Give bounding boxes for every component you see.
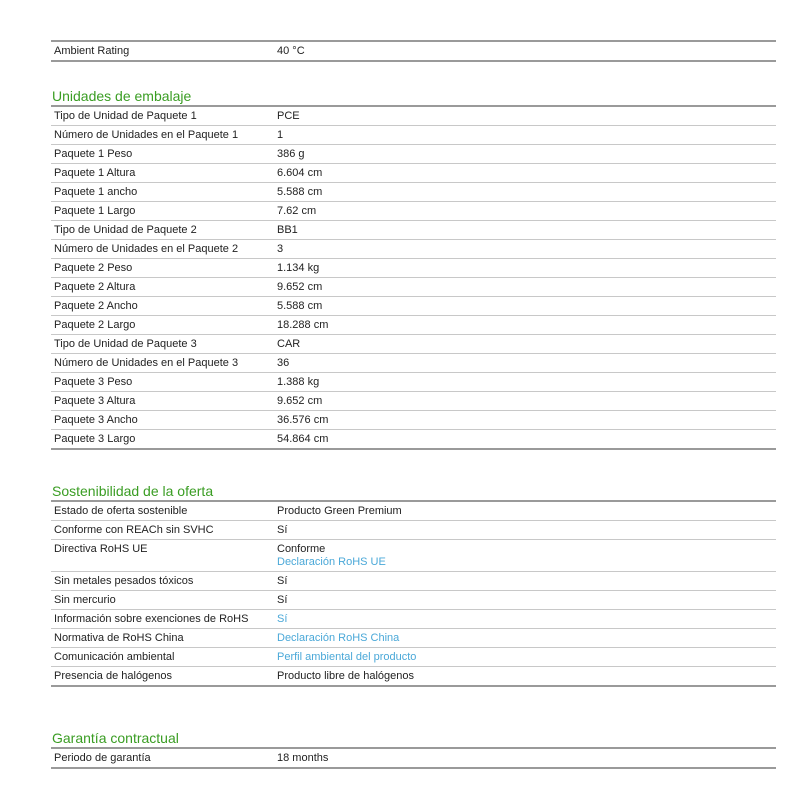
row-value	[274, 186, 776, 199]
row-value	[274, 148, 776, 161]
value-text: CAR	[277, 337, 301, 350]
row-label: Paquete 1 Largo	[54, 204, 136, 217]
row-label: Paquete 3 Altura	[54, 394, 136, 407]
row-label: Tipo de Unidad de Paquete 1	[54, 109, 197, 122]
row-value	[274, 752, 776, 765]
row-value	[274, 395, 776, 408]
value-text: 6.604 cm	[277, 166, 323, 179]
row-label: Paquete 2 Peso	[54, 261, 133, 274]
row-value	[274, 433, 776, 446]
document-link[interactable]: Declaración RoHS China	[277, 631, 400, 644]
table-row	[51, 610, 776, 629]
row-label: Directiva RoHS UE	[54, 542, 148, 555]
value-text: 36	[277, 356, 290, 369]
table-row	[51, 392, 776, 411]
value-text: 5.588 cm	[277, 185, 323, 198]
table-row	[51, 430, 776, 450]
row-label: Paquete 3 Peso	[54, 375, 133, 388]
row-label: Presencia de halógenos	[54, 669, 173, 682]
row-label: Tipo de Unidad de Paquete 2	[54, 223, 197, 236]
row-value	[274, 414, 776, 427]
sustainability-section	[51, 482, 776, 687]
row-label: Estado de oferta sostenible	[54, 504, 188, 517]
value-text: PCE	[277, 109, 300, 122]
value-text: 5.588 cm	[277, 299, 323, 312]
row-label: Número de Unidades en el Paquete 1	[54, 128, 239, 141]
table-row	[51, 40, 776, 62]
value-text: Conforme	[277, 542, 326, 555]
value-text: 54.864 cm	[277, 432, 329, 445]
row-value	[274, 651, 776, 664]
value-text: Producto libre de halógenos	[277, 669, 414, 682]
packaging-section	[51, 87, 776, 450]
value-text: 3	[277, 242, 284, 255]
row-value	[274, 243, 776, 256]
table-row	[51, 145, 776, 164]
warranty-section	[51, 729, 776, 769]
table-row	[51, 316, 776, 335]
value-text: Sí	[277, 593, 288, 606]
row-label: Normativa de RoHS China	[54, 631, 184, 644]
table-row	[51, 107, 776, 126]
table-row	[51, 297, 776, 316]
row-value	[274, 205, 776, 218]
row-value	[274, 376, 776, 389]
value-text: 7.62 cm	[277, 204, 317, 217]
section-title: Sostenibilidad de la oferta	[51, 482, 776, 502]
table-row	[51, 667, 776, 687]
table-row	[51, 278, 776, 297]
row-value	[274, 110, 776, 123]
row-label: Conforme con REACh sin SVHC	[54, 523, 214, 536]
value-text: 18.288 cm	[277, 318, 329, 331]
row-label: Paquete 3 Largo	[54, 432, 136, 445]
packaging-table	[51, 107, 776, 450]
row-value	[274, 594, 776, 607]
table-row	[51, 629, 776, 648]
row-label: Paquete 2 Largo	[54, 318, 136, 331]
row-label: Paquete 3 Ancho	[54, 413, 138, 426]
value-text: Producto Green Premium	[277, 504, 402, 517]
table-row	[51, 164, 776, 183]
value-text: 9.652 cm	[277, 280, 323, 293]
table-row	[51, 240, 776, 259]
row-label: Paquete 1 ancho	[54, 185, 138, 198]
row-label: Paquete 1 Peso	[54, 147, 133, 160]
table-row	[51, 202, 776, 221]
row-value	[274, 167, 776, 180]
value-text: 18 months	[277, 751, 329, 764]
row-value	[274, 575, 776, 588]
table-row	[51, 502, 776, 521]
table-row	[51, 183, 776, 202]
table-row	[51, 521, 776, 540]
row-value	[274, 319, 776, 332]
row-label: Comunicación ambiental	[54, 650, 175, 663]
value-text: Sí	[277, 574, 288, 587]
row-value	[274, 632, 776, 645]
value-text: 36.576 cm	[277, 413, 329, 426]
row-value: 40 °C	[277, 44, 305, 57]
row-value	[274, 224, 776, 237]
ambient-section	[51, 40, 776, 62]
row-value	[274, 505, 776, 518]
section-title: Unidades de embalaje	[51, 87, 776, 107]
row-label: Número de Unidades en el Paquete 3	[54, 356, 239, 369]
row-label: Información sobre exenciones de RoHS	[54, 612, 249, 625]
document-link[interactable]: Perfil ambiental del producto	[277, 650, 417, 663]
row-value	[274, 281, 776, 294]
table-row	[51, 354, 776, 373]
table-row	[51, 648, 776, 667]
table-row	[51, 126, 776, 145]
table-row	[51, 335, 776, 354]
row-value	[274, 543, 776, 569]
row-label: Sin metales pesados tóxicos	[54, 574, 194, 587]
value-text: 1.134 kg	[277, 261, 320, 274]
value-text: 386 g	[277, 147, 305, 160]
row-label: Paquete 2 Ancho	[54, 299, 138, 312]
row-value	[274, 670, 776, 683]
value-text: Sí	[277, 523, 288, 536]
table-row	[51, 749, 776, 769]
row-label: Paquete 1 Altura	[54, 166, 136, 179]
document-link[interactable]: Sí	[277, 612, 288, 625]
row-label: Sin mercurio	[54, 593, 116, 606]
value-text: 9.652 cm	[277, 394, 323, 407]
row-value	[274, 300, 776, 313]
row-value	[274, 524, 776, 537]
section-title: Garantía contractual	[51, 729, 776, 749]
document-link[interactable]: Declaración RoHS UE	[277, 555, 386, 568]
table-row	[51, 373, 776, 392]
row-value	[274, 129, 776, 142]
table-row	[51, 221, 776, 240]
row-label: Tipo de Unidad de Paquete 3	[54, 337, 197, 350]
table-row	[51, 259, 776, 278]
table-row	[51, 540, 776, 572]
row-label: Paquete 2 Altura	[54, 280, 136, 293]
row-value	[274, 613, 776, 626]
row-label: Ambient Rating	[54, 44, 130, 57]
value-text: BB1	[277, 223, 298, 236]
table-row	[51, 411, 776, 430]
sustainability-table	[51, 502, 776, 687]
row-value	[274, 262, 776, 275]
row-label: Número de Unidades en el Paquete 2	[54, 242, 239, 255]
warranty-table	[51, 749, 776, 769]
table-row	[51, 572, 776, 591]
value-text: 1	[277, 128, 284, 141]
row-value	[274, 357, 776, 370]
row-value	[274, 338, 776, 351]
table-row	[51, 591, 776, 610]
value-text: 1.388 kg	[277, 375, 320, 388]
row-label: Periodo de garantía	[54, 751, 151, 764]
